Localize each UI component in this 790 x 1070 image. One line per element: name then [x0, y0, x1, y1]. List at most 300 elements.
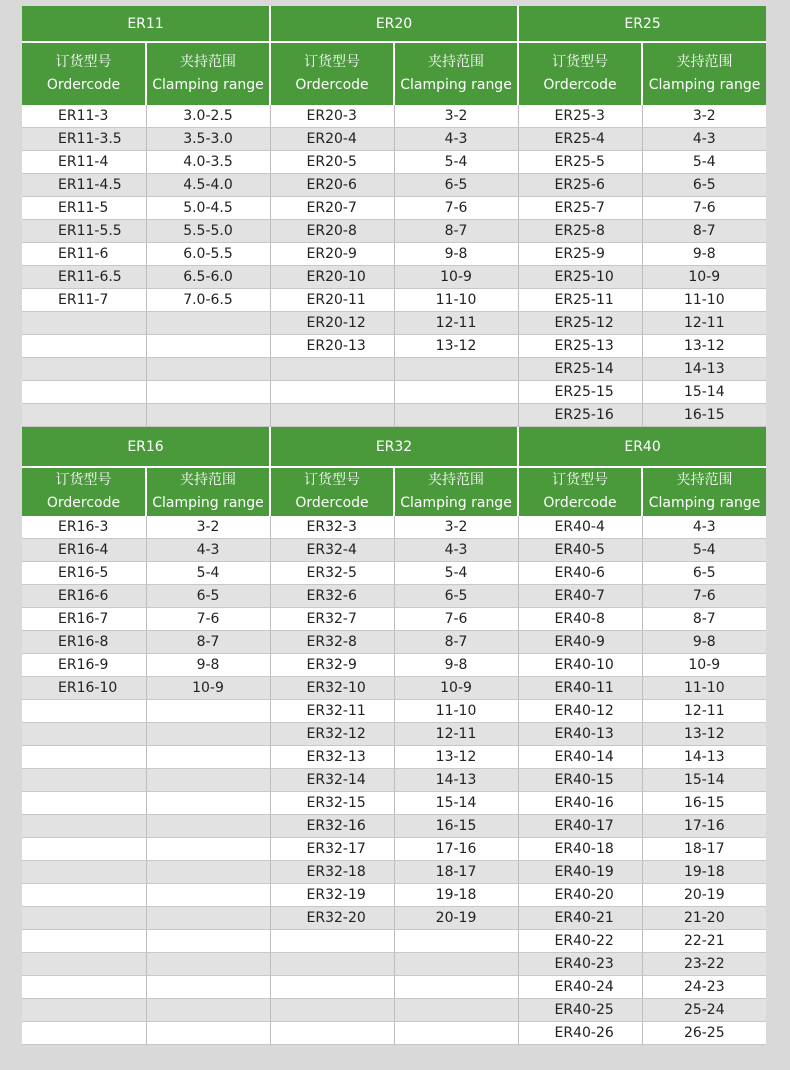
clamping-range-cell: 7-6 [642, 585, 766, 608]
spec-table-top-body [22, 105, 766, 427]
ordercode-header-cn: 订货型号 [552, 54, 609, 70]
clamping-range-cell: 13-12 [642, 335, 766, 358]
ordercode-cell: ER11-6 [22, 243, 146, 266]
clamping-range-cell: 15-14 [642, 381, 766, 404]
ordercode-cell [22, 404, 146, 427]
clamping-range-cell: 17-16 [642, 815, 766, 838]
ordercode-cell: ER25-16 [518, 404, 642, 427]
clamping-range-cell [146, 335, 270, 358]
ordercode-cell: ER40-8 [518, 608, 642, 631]
clamping-range-cell [146, 999, 270, 1022]
ordercode-cell: ER25-7 [518, 197, 642, 220]
clamping-range-cell: 6-5 [642, 562, 766, 585]
clamping-range-cell: 8-7 [642, 220, 766, 243]
table-row [22, 516, 766, 539]
group-title: ER32 [270, 427, 518, 467]
clamping-range-cell: 7-6 [642, 197, 766, 220]
clamping-range-cell [146, 815, 270, 838]
clamping-range-cell: 7.0-6.5 [146, 289, 270, 312]
ordercode-cell: ER40-6 [518, 562, 642, 585]
clamping-range-cell: 6-5 [394, 174, 518, 197]
range-header-cn: 夹持范围 [676, 54, 733, 70]
clamping-range-cell [146, 700, 270, 723]
ordercode-cell: ER40-16 [518, 792, 642, 815]
ordercode-cell: ER40-10 [518, 654, 642, 677]
clamping-range-cell: 11-10 [642, 677, 766, 700]
ordercode-cell: ER25-6 [518, 174, 642, 197]
ordercode-cell: ER16-10 [22, 677, 146, 700]
ordercode-cell: ER25-8 [518, 220, 642, 243]
clamping-range-cell [394, 930, 518, 953]
table-row [22, 930, 766, 953]
clamping-range-cell: 6.5-6.0 [146, 266, 270, 289]
clamping-range-cell: 25-24 [642, 999, 766, 1022]
clamping-range-cell [146, 358, 270, 381]
clamping-range-cell: 9-8 [394, 654, 518, 677]
ordercode-cell: ER32-19 [270, 884, 394, 907]
ordercode-cell: ER32-11 [270, 700, 394, 723]
ordercode-header [518, 467, 642, 516]
clamping-range-cell: 12-11 [642, 312, 766, 335]
clamping-range-cell: 20-19 [394, 907, 518, 930]
clamping-range-cell: 4.5-4.0 [146, 174, 270, 197]
clamping-range-cell: 15-14 [394, 792, 518, 815]
clamping-range-cell [146, 953, 270, 976]
clamping-range-cell: 10-9 [394, 677, 518, 700]
ordercode-header-en: Ordercode [295, 495, 369, 511]
ordercode-cell: ER32-16 [270, 815, 394, 838]
ordercode-cell: ER32-9 [270, 654, 394, 677]
range-header-cn: 夹持范围 [676, 472, 733, 488]
ordercode-cell [22, 976, 146, 999]
ordercode-cell: ER32-17 [270, 838, 394, 861]
table-row [22, 746, 766, 769]
ordercode-cell: ER20-4 [270, 128, 394, 151]
table-row [22, 174, 766, 197]
clamping-range-cell: 9-8 [642, 631, 766, 654]
clamping-range-cell: 8-7 [642, 608, 766, 631]
clamping-range-cell: 5-4 [146, 562, 270, 585]
ordercode-cell: ER11-3.5 [22, 128, 146, 151]
clamping-range-cell: 4-3 [146, 539, 270, 562]
clamping-range-cell: 10-9 [642, 654, 766, 677]
clamping-range-cell [146, 404, 270, 427]
table-row [22, 585, 766, 608]
ordercode-cell [22, 838, 146, 861]
clamping-range-cell [146, 312, 270, 335]
clamping-range-cell: 14-13 [642, 746, 766, 769]
clamping-range-cell: 5.5-5.0 [146, 220, 270, 243]
clamping-range-cell [394, 976, 518, 999]
ordercode-cell: ER16-8 [22, 631, 146, 654]
range-header-en: Clamping range [152, 495, 264, 511]
range-header-en: Clamping range [400, 495, 512, 511]
clamping-range-cell [146, 792, 270, 815]
ordercode-cell [270, 381, 394, 404]
clamping-range-cell: 10-9 [394, 266, 518, 289]
group-title: ER40 [518, 427, 766, 467]
clamping-range-cell [146, 884, 270, 907]
ordercode-cell: ER40-25 [518, 999, 642, 1022]
ordercode-cell: ER40-18 [518, 838, 642, 861]
table-row [22, 723, 766, 746]
table-row [22, 815, 766, 838]
ordercode-header-en: Ordercode [46, 77, 121, 93]
ordercode-cell: ER11-5 [22, 197, 146, 220]
clamping-range-cell [146, 746, 270, 769]
ordercode-cell [22, 700, 146, 723]
ordercode-cell [22, 723, 146, 746]
ordercode-cell: ER32-13 [270, 746, 394, 769]
ordercode-cell: ER32-5 [270, 562, 394, 585]
table-row [22, 381, 766, 404]
ordercode-cell: ER32-6 [270, 585, 394, 608]
table-row [22, 539, 766, 562]
ordercode-cell: ER25-15 [518, 381, 642, 404]
table-row [22, 151, 766, 174]
ordercode-cell: ER16-6 [22, 585, 146, 608]
ordercode-cell: ER25-3 [518, 105, 642, 128]
ordercode-cell: ER40-11 [518, 677, 642, 700]
clamping-range-cell: 4.0-3.5 [146, 151, 270, 174]
ordercode-cell [22, 792, 146, 815]
ordercode-cell: ER16-4 [22, 539, 146, 562]
clamping-range-cell: 9-8 [146, 654, 270, 677]
ordercode-header-cn: 订货型号 [55, 472, 112, 488]
ordercode-cell: ER11-6.5 [22, 266, 146, 289]
clamping-range-cell: 13-12 [394, 335, 518, 358]
clamping-range-cell: 18-17 [642, 838, 766, 861]
clamping-range-cell: 15-14 [642, 769, 766, 792]
ordercode-cell: ER40-17 [518, 815, 642, 838]
table-row [22, 631, 766, 654]
clamping-range-cell [394, 953, 518, 976]
clamping-range-cell: 9-8 [642, 243, 766, 266]
clamping-range-cell: 8-7 [394, 631, 518, 654]
range-header [394, 467, 518, 516]
group-title: ER20 [270, 6, 518, 42]
ordercode-cell: ER25-5 [518, 151, 642, 174]
ordercode-cell: ER25-9 [518, 243, 642, 266]
clamping-range-cell: 7-6 [394, 197, 518, 220]
ordercode-cell [22, 999, 146, 1022]
table-row [22, 1022, 766, 1045]
ordercode-cell: ER32-18 [270, 861, 394, 884]
ordercode-cell: ER20-5 [270, 151, 394, 174]
ordercode-cell: ER11-4.5 [22, 174, 146, 197]
table-row [22, 907, 766, 930]
clamping-range-cell: 5.0-4.5 [146, 197, 270, 220]
ordercode-cell: ER16-7 [22, 608, 146, 631]
clamping-range-cell [394, 404, 518, 427]
range-header-en: Clamping range [648, 495, 761, 511]
range-header [394, 42, 518, 105]
ordercode-cell [22, 335, 146, 358]
table-row [22, 999, 766, 1022]
clamping-range-cell: 22-21 [642, 930, 766, 953]
ordercode-header [270, 42, 394, 105]
clamping-range-cell: 10-9 [146, 677, 270, 700]
table-row [22, 953, 766, 976]
clamping-range-cell [146, 976, 270, 999]
spec-table-bottom-body [22, 516, 766, 1045]
ordercode-cell: ER11-7 [22, 289, 146, 312]
group-title: ER11 [22, 6, 270, 42]
ordercode-header-en: Ordercode [295, 77, 369, 93]
clamping-range-cell [146, 907, 270, 930]
collet-spec-sheet [22, 6, 766, 1042]
range-header-en: Clamping range [152, 77, 264, 93]
clamping-range-cell: 4-3 [394, 539, 518, 562]
ordercode-cell [22, 861, 146, 884]
ordercode-header [270, 467, 394, 516]
ordercode-cell [22, 358, 146, 381]
clamping-range-cell: 11-10 [642, 289, 766, 312]
ordercode-cell: ER25-4 [518, 128, 642, 151]
ordercode-cell: ER40-12 [518, 700, 642, 723]
clamping-range-cell [146, 838, 270, 861]
table-row [22, 884, 766, 907]
ordercode-cell: ER40-19 [518, 861, 642, 884]
ordercode-cell [22, 953, 146, 976]
ordercode-cell: ER11-3 [22, 105, 146, 128]
ordercode-cell: ER32-3 [270, 516, 394, 539]
clamping-range-cell: 4-3 [642, 516, 766, 539]
clamping-range-cell: 17-16 [394, 838, 518, 861]
ordercode-cell [270, 953, 394, 976]
ordercode-cell: ER32-12 [270, 723, 394, 746]
clamping-range-cell: 11-10 [394, 289, 518, 312]
ordercode-cell: ER20-8 [270, 220, 394, 243]
ordercode-cell: ER32-15 [270, 792, 394, 815]
table-row [22, 243, 766, 266]
ordercode-cell [22, 884, 146, 907]
clamping-range-cell [146, 861, 270, 884]
table-row [22, 105, 766, 128]
clamping-range-cell: 19-18 [642, 861, 766, 884]
ordercode-cell: ER25-13 [518, 335, 642, 358]
clamping-range-cell: 23-22 [642, 953, 766, 976]
ordercode-cell: ER40-4 [518, 516, 642, 539]
clamping-range-cell [146, 381, 270, 404]
ordercode-header-cn: 订货型号 [304, 54, 361, 70]
ordercode-header [22, 42, 146, 105]
ordercode-cell [270, 999, 394, 1022]
table-row [22, 861, 766, 884]
clamping-range-cell [146, 723, 270, 746]
ordercode-cell: ER40-26 [518, 1022, 642, 1045]
clamping-range-cell [394, 381, 518, 404]
clamping-range-cell: 4-3 [394, 128, 518, 151]
clamping-range-cell: 12-11 [394, 723, 518, 746]
ordercode-cell: ER20-10 [270, 266, 394, 289]
table-row [22, 976, 766, 999]
table-row [22, 404, 766, 427]
range-header-cn: 夹持范围 [180, 54, 236, 70]
clamping-range-cell: 7-6 [394, 608, 518, 631]
range-header [146, 42, 270, 105]
group-title: ER25 [518, 6, 766, 42]
range-header-en: Clamping range [648, 77, 761, 93]
clamping-range-cell: 21-20 [642, 907, 766, 930]
table-row [22, 562, 766, 585]
clamping-range-cell: 3.5-3.0 [146, 128, 270, 151]
ordercode-cell: ER20-6 [270, 174, 394, 197]
clamping-range-cell: 5-4 [394, 151, 518, 174]
ordercode-cell: ER32-14 [270, 769, 394, 792]
clamping-range-cell: 14-13 [394, 769, 518, 792]
clamping-range-cell: 14-13 [642, 358, 766, 381]
ordercode-cell: ER20-7 [270, 197, 394, 220]
clamping-range-cell [394, 358, 518, 381]
ordercode-cell [22, 312, 146, 335]
ordercode-cell: ER40-13 [518, 723, 642, 746]
ordercode-cell: ER11-4 [22, 151, 146, 174]
ordercode-cell [270, 404, 394, 427]
column-header-row [22, 42, 766, 105]
clamping-range-cell: 6-5 [394, 585, 518, 608]
ordercode-cell: ER20-9 [270, 243, 394, 266]
clamping-range-cell: 6-5 [642, 174, 766, 197]
spec-table-bottom [22, 427, 766, 1045]
ordercode-cell: ER25-12 [518, 312, 642, 335]
ordercode-cell: ER16-5 [22, 562, 146, 585]
table-row [22, 677, 766, 700]
table-row [22, 792, 766, 815]
range-header-en: Clamping range [400, 77, 512, 93]
ordercode-cell [270, 358, 394, 381]
ordercode-header-cn: 订货型号 [304, 472, 361, 488]
ordercode-cell: ER40-7 [518, 585, 642, 608]
ordercode-cell [22, 907, 146, 930]
clamping-range-cell: 16-15 [394, 815, 518, 838]
ordercode-cell [22, 746, 146, 769]
ordercode-cell: ER40-9 [518, 631, 642, 654]
ordercode-cell: ER11-5.5 [22, 220, 146, 243]
clamping-range-cell: 3-2 [394, 516, 518, 539]
clamping-range-cell: 5-4 [642, 151, 766, 174]
ordercode-cell: ER40-5 [518, 539, 642, 562]
table-row [22, 197, 766, 220]
clamping-range-cell: 7-6 [146, 608, 270, 631]
clamping-range-cell: 13-12 [394, 746, 518, 769]
table-row [22, 266, 766, 289]
table-row [22, 700, 766, 723]
ordercode-cell: ER40-14 [518, 746, 642, 769]
range-header [642, 42, 766, 105]
clamping-range-cell [146, 930, 270, 953]
clamping-range-cell: 18-17 [394, 861, 518, 884]
ordercode-cell: ER40-21 [518, 907, 642, 930]
ordercode-header [22, 467, 146, 516]
clamping-range-cell [146, 1022, 270, 1045]
clamping-range-cell: 3-2 [146, 516, 270, 539]
ordercode-cell: ER20-3 [270, 105, 394, 128]
clamping-range-cell: 3.0-2.5 [146, 105, 270, 128]
table-row [22, 654, 766, 677]
ordercode-cell: ER20-11 [270, 289, 394, 312]
range-header [642, 467, 766, 516]
ordercode-cell [22, 1022, 146, 1045]
table-row [22, 220, 766, 243]
clamping-range-cell: 3-2 [642, 105, 766, 128]
ordercode-cell [270, 1022, 394, 1045]
range-header [146, 467, 270, 516]
clamping-range-cell: 20-19 [642, 884, 766, 907]
column-header-row [22, 467, 766, 516]
ordercode-cell: ER40-24 [518, 976, 642, 999]
table-row [22, 128, 766, 151]
ordercode-cell: ER25-11 [518, 289, 642, 312]
clamping-range-cell: 5-4 [642, 539, 766, 562]
ordercode-cell: ER16-9 [22, 654, 146, 677]
table-row [22, 312, 766, 335]
ordercode-cell [22, 930, 146, 953]
ordercode-cell [22, 815, 146, 838]
ordercode-cell: ER40-20 [518, 884, 642, 907]
ordercode-header-en: Ordercode [46, 495, 121, 511]
clamping-range-cell: 16-15 [642, 792, 766, 815]
ordercode-cell: ER40-22 [518, 930, 642, 953]
ordercode-cell: ER16-3 [22, 516, 146, 539]
ordercode-cell: ER32-10 [270, 677, 394, 700]
table-row [22, 838, 766, 861]
group-header-row [22, 6, 766, 42]
clamping-range-cell: 9-8 [394, 243, 518, 266]
ordercode-cell [22, 381, 146, 404]
ordercode-cell: ER20-12 [270, 312, 394, 335]
ordercode-header-cn: 订货型号 [552, 472, 609, 488]
range-header-cn: 夹持范围 [428, 472, 485, 488]
group-title: ER16 [22, 427, 270, 467]
clamping-range-cell: 12-11 [394, 312, 518, 335]
table-row [22, 358, 766, 381]
clamping-range-cell: 10-9 [642, 266, 766, 289]
ordercode-cell: ER20-13 [270, 335, 394, 358]
clamping-range-cell: 11-10 [394, 700, 518, 723]
ordercode-cell: ER25-14 [518, 358, 642, 381]
clamping-range-cell [394, 999, 518, 1022]
range-header-cn: 夹持范围 [428, 54, 485, 70]
ordercode-header [518, 42, 642, 105]
ordercode-cell [22, 769, 146, 792]
range-header-cn: 夹持范围 [180, 472, 236, 488]
table-row [22, 769, 766, 792]
ordercode-header-en: Ordercode [543, 495, 617, 511]
clamping-range-cell: 5-4 [394, 562, 518, 585]
table-row [22, 335, 766, 358]
clamping-range-cell: 16-15 [642, 404, 766, 427]
ordercode-header-en: Ordercode [543, 77, 617, 93]
table-row [22, 289, 766, 312]
clamping-range-cell: 6-5 [146, 585, 270, 608]
clamping-range-cell: 6.0-5.5 [146, 243, 270, 266]
clamping-range-cell: 3-2 [394, 105, 518, 128]
ordercode-cell [270, 976, 394, 999]
clamping-range-cell: 13-12 [642, 723, 766, 746]
ordercode-cell [270, 930, 394, 953]
table-row [22, 608, 766, 631]
group-header-row [22, 427, 766, 467]
clamping-range-cell: 8-7 [146, 631, 270, 654]
clamping-range-cell: 4-3 [642, 128, 766, 151]
ordercode-cell: ER32-8 [270, 631, 394, 654]
ordercode-cell: ER32-7 [270, 608, 394, 631]
clamping-range-cell: 26-25 [642, 1022, 766, 1045]
ordercode-cell: ER32-20 [270, 907, 394, 930]
clamping-range-cell: 24-23 [642, 976, 766, 999]
clamping-range-cell: 8-7 [394, 220, 518, 243]
